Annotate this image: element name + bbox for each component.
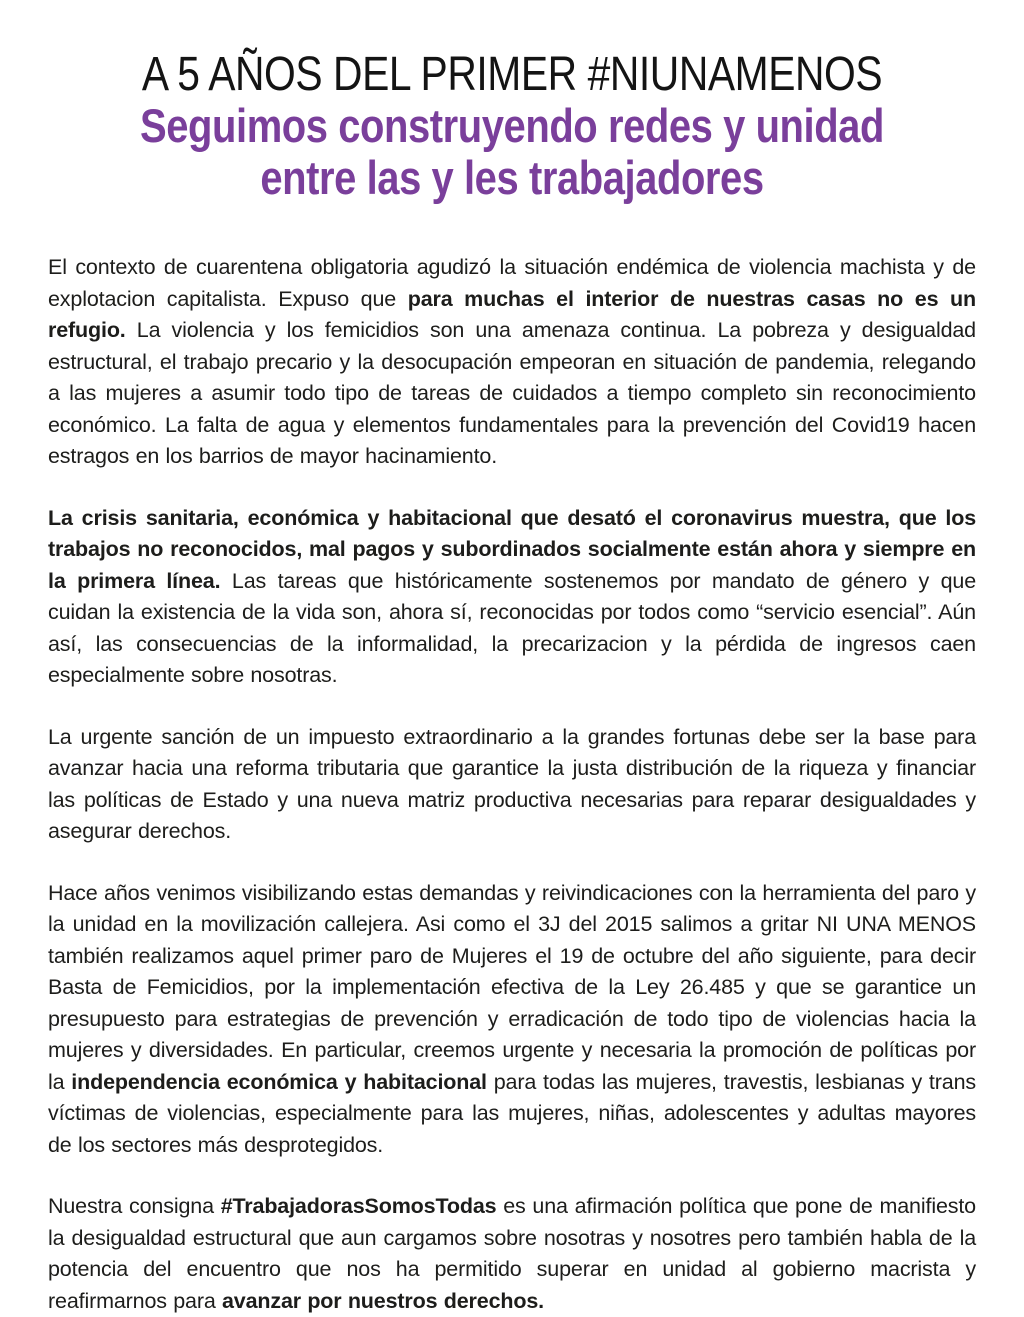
bold-text-run: independencia económica y habitacional [71,1069,487,1094]
text-run: El contexto de cuarentena obligatoria agudizó la situación endémica de violencia machista y de explotacion capitalista. Expuso que [48,255,976,311]
paragraph [48,878,976,1162]
paragraph [48,722,976,848]
bold-text-run: para muchas el interior de nuestras casas no es un refugio. [48,286,976,342]
body-paragraphs [48,252,976,1317]
text-run: La violencia y los femicidios son una amenaza continua. La pobreza y desigualdad estructural, el trabajo precario y la desocupación empeoran en situación de pandemia, relegando a las mujeres a asumir todo tipo de tareas de cuidados a tiempo completo sin reconocimiento económico. La falta de agua y elementos fundamentales para la prevención del Covid19 hacen estragos en los barrios de mayor hacinamiento. [48,318,976,468]
paragraph [48,1191,976,1317]
paragraph [48,252,976,473]
text-run: para todas las mujeres, travestis, lesbianas y trans víctimas de violencias, especialmente para las mujeres, niñas, adolescentes y adultas mayores de los sectores más desprotegidos. [48,1069,976,1157]
bold-text-run: La crisis sanitaria, económica y habitacional que desató el coronavirus muestra, que los trabajos no reconocidos, mal pagos y subordinados socialmente están ahora y siempre en la primera línea. [48,505,976,593]
text-run: Nuestra consigna [48,1194,221,1218]
text-run: La urgente sanción de un impuesto extraordinario a la grandes fortunas debe ser la base para avanzar hacia una reforma tributaria que garantice la justa distribución de la riqueza y financiar las políticas de Estado y una nueva matriz productiva necesarias para reparar desigualdades y asegurar derechos. [48,724,976,843]
flyer-header [48,50,976,204]
text-run: Hace años venimos visibilizando estas demandas y reivindicaciones con la herramienta del paro y la unidad en la movilización callejera. Asi como el 3J del 2015 salimos a gritar NI UNA MENOS también realizamos aquel primer paro de Mujeres el 19 de octubre del año siguiente, para decir Basta de Femicidios, por la implementación efectiva de la Ley 26.485 y que se garantice un presupuesto para estrategias de prevención y erradicación de todo tipo de violencias hacia la mujeres y diversidades. En particular, creemos urgente y necesaria la promoción de políticas por la [48,880,976,1094]
bold-text-run: avanzar por nuestros derechos. [221,1288,544,1313]
page-title: A 5 AÑOS DEL PRIMER #NIUNAMENOS [141,48,883,101]
text-run: es una afirmación política que pone de manifiesto la desigualdad estructural que aun cargamos sobre nosotras y nosotres pero también habla de la potencia del encuentro que nos ha permitido superar en unidad al gobierno macrista y reafirmarnos para [48,1194,976,1313]
text-run: Las tareas que históricamente sostenemos por mandato de género y que cuidan la existencia de la vida son, ahora sí, reconocidas por todos como “servicio esencial”. Aún así, las consecuencias de la informalidad, la precarizacion y la pérdida de ingresos caen especialmente sobre nosotras. [48,568,976,687]
page-subtitle-line-1: Seguimos construyendo redes y unidad [140,99,884,152]
paragraph [48,503,976,692]
bold-text-run: #TrabajadorasSomosTodas [220,1194,497,1218]
page-subtitle-line-2: entre las y les trabajadores [260,151,764,204]
